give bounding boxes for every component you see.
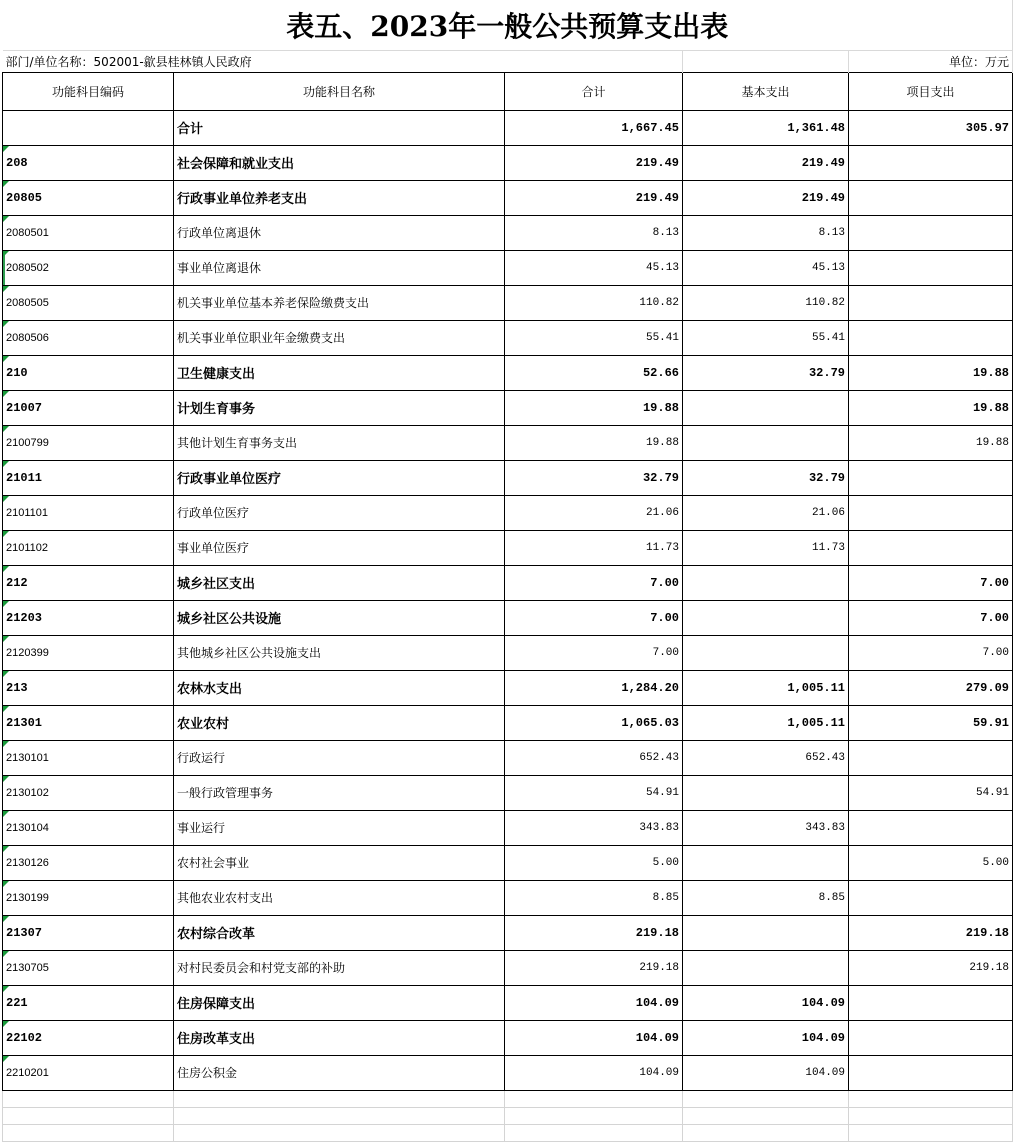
basic-expense-cell[interactable]: 652.43 <box>683 740 849 775</box>
empty-row <box>3 1107 1013 1124</box>
function-code-cell[interactable]: 210 <box>3 355 174 390</box>
total-amount-cell[interactable]: 11.73 <box>505 530 683 565</box>
basic-expense-cell[interactable]: 1,361.48 <box>683 110 849 145</box>
function-name-cell[interactable]: 其他计划生育事务支出 <box>174 425 505 460</box>
empty-cell[interactable] <box>849 1090 1013 1107</box>
function-name-cell[interactable]: 卫生健康支出 <box>174 355 505 390</box>
function-name-cell[interactable]: 事业单位医疗 <box>174 530 505 565</box>
table-row <box>3 1055 1013 1090</box>
project-expense-cell[interactable]: 19.88 <box>849 355 1013 390</box>
total-amount-cell[interactable]: 343.83 <box>505 810 683 845</box>
project-expense-cell[interactable] <box>849 1055 1013 1090</box>
function-code-cell[interactable]: 2130101 <box>3 740 174 775</box>
total-amount-cell[interactable]: 32.79 <box>505 460 683 495</box>
project-expense-cell[interactable]: 7.00 <box>849 565 1013 600</box>
function-code-cell[interactable]: 21011 <box>3 460 174 495</box>
function-name-cell[interactable]: 农村综合改革 <box>174 915 505 950</box>
table-row <box>3 495 1013 530</box>
empty-cell[interactable] <box>683 1090 849 1107</box>
function-name-cell[interactable]: 行政事业单位养老支出 <box>174 180 505 215</box>
total-amount-cell[interactable]: 54.91 <box>505 775 683 810</box>
function-name-cell[interactable]: 其他农业农村支出 <box>174 880 505 915</box>
empty-row <box>3 1090 1013 1107</box>
total-amount-cell[interactable]: 55.41 <box>505 320 683 355</box>
basic-expense-cell[interactable]: 55.41 <box>683 320 849 355</box>
unit-label[interactable]: 单位：万元 <box>849 50 1013 72</box>
project-expense-cell[interactable]: 7.00 <box>849 600 1013 635</box>
table-row <box>3 250 1013 285</box>
column-header-code[interactable]: 功能科目编码 <box>3 72 174 110</box>
basic-expense-cell[interactable]: 110.82 <box>683 285 849 320</box>
function-code-cell[interactable]: 212 <box>3 565 174 600</box>
column-header-total[interactable]: 合计 <box>505 72 683 110</box>
basic-expense-cell[interactable]: 11.73 <box>683 530 849 565</box>
function-name-cell[interactable]: 机关事业单位职业年金缴费支出 <box>174 320 505 355</box>
function-name-cell[interactable]: 社会保障和就业支出 <box>174 145 505 180</box>
function-name-cell[interactable]: 行政单位离退休 <box>174 215 505 250</box>
total-amount-cell[interactable]: 219.18 <box>505 915 683 950</box>
table-row <box>3 845 1013 880</box>
table-row <box>3 425 1013 460</box>
basic-expense-cell[interactable]: 343.83 <box>683 810 849 845</box>
total-amount-cell[interactable]: 21.06 <box>505 495 683 530</box>
empty-cell[interactable] <box>849 1107 1013 1124</box>
basic-expense-cell[interactable]: 8.85 <box>683 880 849 915</box>
empty-cell[interactable] <box>683 50 849 72</box>
function-code-cell[interactable]: 2101102 <box>3 530 174 565</box>
total-amount-cell[interactable]: 219.49 <box>505 145 683 180</box>
function-name-cell[interactable]: 住房公积金 <box>174 1055 505 1090</box>
table-row <box>3 460 1013 495</box>
function-name-cell[interactable]: 行政运行 <box>174 740 505 775</box>
basic-expense-cell[interactable]: 104.09 <box>683 1020 849 1055</box>
total-amount-cell[interactable]: 7.00 <box>505 565 683 600</box>
basic-expense-cell[interactable]: 219.49 <box>683 180 849 215</box>
project-expense-cell[interactable]: 19.88 <box>849 425 1013 460</box>
column-header-project[interactable]: 项目支出 <box>849 72 1013 110</box>
project-expense-cell[interactable] <box>849 880 1013 915</box>
function-code-cell[interactable]: 2130104 <box>3 810 174 845</box>
total-amount-cell[interactable]: 104.09 <box>505 1055 683 1090</box>
empty-cell[interactable] <box>849 1124 1013 1141</box>
basic-expense-cell[interactable] <box>683 425 849 460</box>
total-amount-cell[interactable]: 19.88 <box>505 390 683 425</box>
info-row <box>3 50 1013 72</box>
function-name-cell[interactable]: 行政事业单位医疗 <box>174 460 505 495</box>
project-expense-cell[interactable] <box>849 740 1013 775</box>
total-amount-cell[interactable]: 7.00 <box>505 635 683 670</box>
project-expense-cell[interactable] <box>849 810 1013 845</box>
basic-expense-cell[interactable]: 45.13 <box>683 250 849 285</box>
column-header-row <box>3 72 1013 110</box>
table-row <box>3 915 1013 950</box>
basic-expense-cell[interactable] <box>683 915 849 950</box>
table-row <box>3 705 1013 740</box>
project-expense-cell[interactable]: 279.09 <box>849 670 1013 705</box>
empty-cell[interactable] <box>3 1107 174 1124</box>
basic-expense-cell[interactable]: 32.79 <box>683 355 849 390</box>
table-row <box>3 390 1013 425</box>
function-name-cell[interactable]: 农村社会事业 <box>174 845 505 880</box>
function-code-cell[interactable]: 2120399 <box>3 635 174 670</box>
function-name-cell[interactable]: 事业单位离退休 <box>174 250 505 285</box>
function-code-cell[interactable]: 2130102 <box>3 775 174 810</box>
function-code-cell[interactable]: 221 <box>3 985 174 1020</box>
total-amount-cell[interactable]: 7.00 <box>505 600 683 635</box>
total-amount-cell[interactable]: 52.66 <box>505 355 683 390</box>
title-row <box>3 0 1013 50</box>
table-row <box>3 740 1013 775</box>
project-expense-cell[interactable] <box>849 180 1013 215</box>
table-row <box>3 320 1013 355</box>
project-expense-cell[interactable]: 219.18 <box>849 915 1013 950</box>
table-body <box>3 110 1013 1090</box>
basic-expense-cell[interactable]: 104.09 <box>683 1055 849 1090</box>
project-expense-cell[interactable] <box>849 215 1013 250</box>
total-amount-cell[interactable]: 1,284.20 <box>505 670 683 705</box>
table-row <box>3 285 1013 320</box>
total-amount-cell[interactable]: 104.09 <box>505 1020 683 1055</box>
sheet-title[interactable]: 表五、2023年一般公共预算支出表 <box>3 0 1013 50</box>
basic-expense-cell[interactable] <box>683 775 849 810</box>
total-amount-cell[interactable]: 8.13 <box>505 215 683 250</box>
project-expense-cell[interactable]: 54.91 <box>849 775 1013 810</box>
function-name-cell[interactable]: 合计 <box>174 110 505 145</box>
basic-expense-cell[interactable] <box>683 390 849 425</box>
function-code-cell[interactable]: 2100799 <box>3 425 174 460</box>
project-expense-cell[interactable] <box>849 495 1013 530</box>
function-code-cell[interactable] <box>3 110 174 145</box>
empty-cell[interactable] <box>174 1107 505 1124</box>
column-header-name[interactable]: 功能科目名称 <box>174 72 505 110</box>
function-name-cell[interactable]: 对村民委员会和村党支部的补助 <box>174 950 505 985</box>
project-expense-cell[interactable] <box>849 1020 1013 1055</box>
function-code-cell[interactable]: 213 <box>3 670 174 705</box>
basic-expense-cell[interactable]: 1,005.11 <box>683 705 849 740</box>
project-expense-cell[interactable] <box>849 320 1013 355</box>
project-expense-cell[interactable]: 219.18 <box>849 950 1013 985</box>
table-row <box>3 880 1013 915</box>
function-code-cell[interactable]: 2101101 <box>3 495 174 530</box>
function-code-cell[interactable]: 21301 <box>3 705 174 740</box>
basic-expense-cell[interactable]: 32.79 <box>683 460 849 495</box>
function-name-cell[interactable]: 一般行政管理事务 <box>174 775 505 810</box>
table-row <box>3 600 1013 635</box>
empty-cell[interactable] <box>683 1124 849 1141</box>
basic-expense-cell[interactable] <box>683 600 849 635</box>
project-expense-cell[interactable]: 19.88 <box>849 390 1013 425</box>
function-code-cell[interactable]: 2130705 <box>3 950 174 985</box>
total-row <box>3 110 1013 145</box>
function-name-cell[interactable]: 农业农村 <box>174 705 505 740</box>
basic-expense-cell[interactable]: 21.06 <box>683 495 849 530</box>
function-name-cell[interactable]: 其他城乡社区公共设施支出 <box>174 635 505 670</box>
project-expense-cell[interactable] <box>849 985 1013 1020</box>
table-row <box>3 1020 1013 1055</box>
empty-cell[interactable] <box>683 1107 849 1124</box>
function-code-cell[interactable]: 2080505 <box>3 285 174 320</box>
basic-expense-cell[interactable]: 1,005.11 <box>683 670 849 705</box>
project-expense-cell[interactable] <box>849 530 1013 565</box>
function-code-cell[interactable]: 20805 <box>3 180 174 215</box>
function-code-cell[interactable]: 21307 <box>3 915 174 950</box>
function-code-cell[interactable]: 2080506 <box>3 320 174 355</box>
project-expense-cell[interactable]: 7.00 <box>849 635 1013 670</box>
empty-cell[interactable] <box>3 1090 174 1107</box>
empty-cell[interactable] <box>505 1124 683 1141</box>
basic-expense-cell[interactable] <box>683 950 849 985</box>
table-row <box>3 180 1013 215</box>
function-code-cell[interactable]: 2080501 <box>3 215 174 250</box>
function-name-cell[interactable]: 住房保障支出 <box>174 985 505 1020</box>
total-amount-cell[interactable]: 1,065.03 <box>505 705 683 740</box>
table-row <box>3 985 1013 1020</box>
table-row <box>3 775 1013 810</box>
empty-grid <box>3 1090 1013 1141</box>
function-name-cell[interactable]: 行政单位医疗 <box>174 495 505 530</box>
project-expense-cell[interactable] <box>849 285 1013 320</box>
project-expense-cell[interactable] <box>849 250 1013 285</box>
basic-expense-cell[interactable]: 219.49 <box>683 145 849 180</box>
table-row <box>3 215 1013 250</box>
function-name-cell[interactable]: 机关事业单位基本养老保险缴费支出 <box>174 285 505 320</box>
total-amount-cell[interactable]: 110.82 <box>505 285 683 320</box>
project-expense-cell[interactable] <box>849 145 1013 180</box>
column-header-basic[interactable]: 基本支出 <box>683 72 849 110</box>
empty-cell[interactable] <box>174 1090 505 1107</box>
function-name-cell[interactable]: 住房改革支出 <box>174 1020 505 1055</box>
function-name-cell[interactable]: 事业运行 <box>174 810 505 845</box>
table-row <box>3 145 1013 180</box>
total-amount-cell[interactable]: 104.09 <box>505 985 683 1020</box>
empty-cell[interactable] <box>174 1124 505 1141</box>
function-code-cell[interactable]: 21007 <box>3 390 174 425</box>
function-code-cell[interactable]: 2130199 <box>3 880 174 915</box>
basic-expense-cell[interactable] <box>683 635 849 670</box>
project-expense-cell[interactable] <box>849 460 1013 495</box>
function-name-cell[interactable]: 农林水支出 <box>174 670 505 705</box>
empty-cell[interactable] <box>505 1090 683 1107</box>
project-expense-cell[interactable]: 5.00 <box>849 845 1013 880</box>
function-name-cell[interactable]: 计划生育事务 <box>174 390 505 425</box>
table-row <box>3 355 1013 390</box>
function-code-cell[interactable]: 22102 <box>3 1020 174 1055</box>
table-row <box>3 530 1013 565</box>
function-code-cell[interactable]: 2080502 <box>3 250 174 285</box>
function-code-cell[interactable]: 21203 <box>3 600 174 635</box>
function-name-cell[interactable]: 城乡社区公共设施 <box>174 600 505 635</box>
table-row <box>3 810 1013 845</box>
department-name[interactable]: 部门/单位名称：502001-歙县桂林镇人民政府 <box>3 50 683 72</box>
budget-sheet <box>2 0 1013 1142</box>
project-expense-cell[interactable]: 59.91 <box>849 705 1013 740</box>
table-row <box>3 565 1013 600</box>
basic-expense-cell[interactable] <box>683 565 849 600</box>
total-amount-cell[interactable]: 652.43 <box>505 740 683 775</box>
total-amount-cell[interactable]: 8.85 <box>505 880 683 915</box>
table-row <box>3 670 1013 705</box>
total-amount-cell[interactable]: 19.88 <box>505 425 683 460</box>
table-row <box>3 635 1013 670</box>
basic-expense-cell[interactable]: 8.13 <box>683 215 849 250</box>
empty-cell[interactable] <box>3 1124 174 1141</box>
total-amount-cell[interactable]: 219.49 <box>505 180 683 215</box>
function-code-cell[interactable]: 2210201 <box>3 1055 174 1090</box>
total-amount-cell[interactable]: 219.18 <box>505 950 683 985</box>
total-amount-cell[interactable]: 1,667.45 <box>505 110 683 145</box>
function-code-cell[interactable]: 208 <box>3 145 174 180</box>
basic-expense-cell[interactable]: 104.09 <box>683 985 849 1020</box>
function-code-cell[interactable]: 2130126 <box>3 845 174 880</box>
basic-expense-cell[interactable] <box>683 845 849 880</box>
function-name-cell[interactable]: 城乡社区支出 <box>174 565 505 600</box>
project-expense-cell[interactable]: 305.97 <box>849 110 1013 145</box>
empty-row <box>3 1124 1013 1141</box>
total-amount-cell[interactable]: 5.00 <box>505 845 683 880</box>
table-row <box>3 950 1013 985</box>
total-amount-cell[interactable]: 45.13 <box>505 250 683 285</box>
empty-cell[interactable] <box>505 1107 683 1124</box>
